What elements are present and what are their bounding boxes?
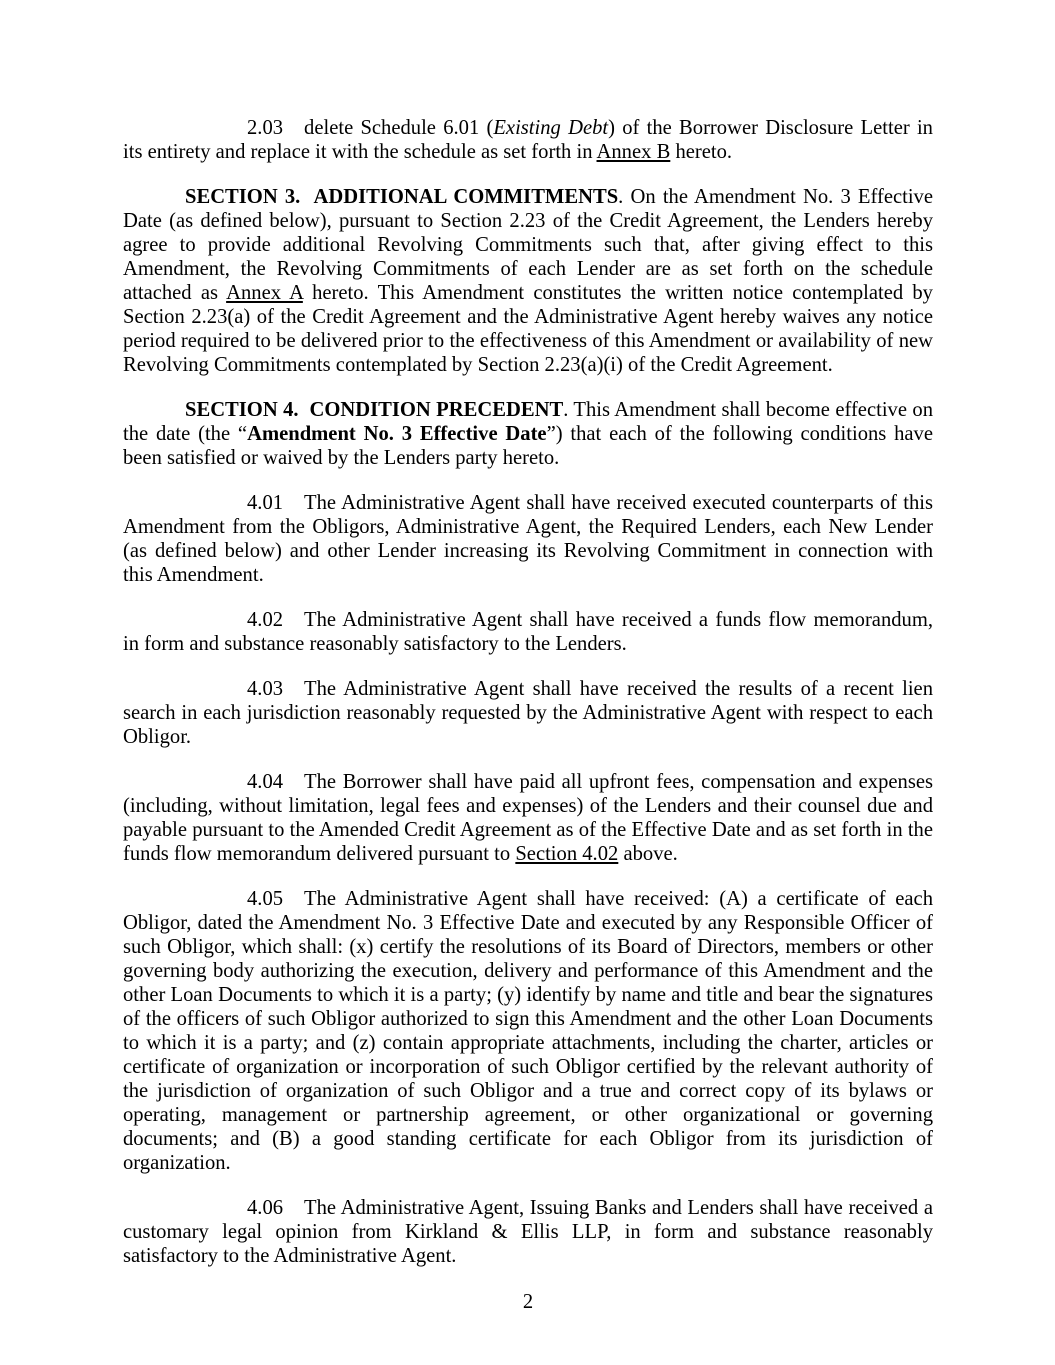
paragraph-text: . On the Amendment No. 3 Effective Date (as defined below), pursuant to Section 2.23 of the Credit Agreement, the Lenders hereby agree to provide additional Revolving Commitments such that, after giving effect to this Amendment, the Revolving Commitments of each Lender are as set forth on the schedule attached as bbox=[123, 186, 933, 304]
paragraph-text: The Administrative Agent, Issuing Banks and Lenders shall have received a customary legal opinion from Kirkland & Ellis LLP, in form and substance reasonably satisfactory to the Administrative Agent. bbox=[123, 1197, 933, 1267]
paragraph-number: 4.05 bbox=[247, 888, 284, 910]
paragraph-text: The Borrower shall have paid all upfront fees, compensation and expenses (including, without limitation, legal fees and expenses) of the Lenders and their counsel due and payable pursuant to the Amended Credit Agreement as of the Effective Date and as set forth in the funds flow memorandum delivered pursuant to bbox=[123, 771, 933, 865]
paragraph-number: 4.04 bbox=[247, 771, 284, 793]
paragraph-text: The Administrative Agent shall have received executed counterparts of this Amendment from the Obligors, Administrative Agent, the Required Lenders, each New Lender (as defined below) and other Lender increasing its Revolving Commitment in connection with this Amendment. bbox=[123, 492, 933, 586]
paragraph-text: The Administrative Agent shall have received a funds flow memorandum, in form and substance reasonably satisfactory to the Lenders. bbox=[123, 609, 933, 655]
paragraph-text: The Administrative Agent shall have received the results of a recent lien search in each jurisdiction reasonably requested by the Administrative Agent with respect to each Obligor. bbox=[123, 678, 933, 748]
paragraph-text: hereto. This Amendment constitutes the written notice contemplated by Section 2.23(a) of the Credit Agreement and the Administrative Agent hereby waives any notice period required to be delivered prior to the effectiveness of this Amendment or availability of new Revolving Commitments contemplated by Section 2.23(a)(i) of the Credit Agreement. bbox=[123, 282, 933, 376]
paragraph-4-06 bbox=[123, 1196, 933, 1268]
paragraph-4-03 bbox=[123, 677, 933, 749]
section-3-heading: SECTION 3. ADDITIONAL COMMITMENTS bbox=[185, 186, 619, 208]
section-4-heading: SECTION 4. CONDITION PRECEDENT bbox=[185, 399, 564, 421]
paragraph-4-04 bbox=[123, 770, 933, 866]
paragraph-number: 4.03 bbox=[247, 678, 284, 700]
section-4-02-reference: Section 4.02 bbox=[515, 843, 619, 865]
paragraph-text: ) of the Borrower Disclosure Letter in its entirety and replace it with the schedule as set forth in bbox=[123, 117, 933, 163]
paragraph-2-03 bbox=[123, 116, 933, 164]
paragraph-text: . This Amendment shall become effective on the date (the “ bbox=[123, 399, 933, 445]
section-3-paragraph bbox=[123, 185, 933, 377]
section-4-paragraph bbox=[123, 398, 933, 470]
annex-a-reference: Annex A bbox=[226, 282, 303, 304]
paragraph-text: The Administrative Agent shall have received: (A) a certificate of each Obligor, dated the Amendment No. 3 Effective Date and executed by any Responsible Officer of such Obligor, which shall: (x) certify the resolutions of its Board of Directors, members or other governing body authorizing the execution, delivery and performance of this Amendment and the other Loan Documents to which it is a party; (y) identify by name and title and bear the signatures of the officers of such Obligor authorized to sign this Amendment and the other Loan Documents to which it is a party; and (z) contain appropriate attachments, including the charter, articles or certificate of organization or incorporation of such Obligor certified by the relevant authority of the jurisdiction of organization of such Obligor and a true and correct copy of its bylaws or operating, management or partnership agreement, or other organizational or governing documents; and (B) a good standing certificate for each Obligor from its jurisdiction of organization. bbox=[123, 888, 933, 1174]
paragraph-text: hereto. bbox=[670, 141, 733, 163]
paragraph-4-02 bbox=[123, 608, 933, 656]
paragraph-text: above. bbox=[618, 843, 678, 865]
paragraph-number: 4.02 bbox=[247, 609, 284, 631]
paragraph-number: 4.01 bbox=[247, 492, 284, 514]
paragraph-text: ”) that each of the following conditions have been satisfied or waived by the Lenders party hereto. bbox=[123, 423, 933, 469]
annex-b-reference: Annex B bbox=[596, 141, 671, 163]
page-number: 2 bbox=[522, 1291, 534, 1313]
italic-defined-term: Existing Debt bbox=[493, 117, 609, 139]
paragraph-text: delete Schedule 6.01 ( bbox=[304, 117, 494, 139]
paragraph-4-05 bbox=[123, 887, 933, 1175]
page-footer bbox=[123, 1290, 933, 1314]
paragraph-number: 4.06 bbox=[247, 1197, 284, 1219]
bold-defined-term: Amendment No. 3 Effective Date bbox=[247, 423, 547, 445]
paragraph-number: 2.03 bbox=[247, 117, 284, 139]
paragraph-4-01 bbox=[123, 491, 933, 587]
